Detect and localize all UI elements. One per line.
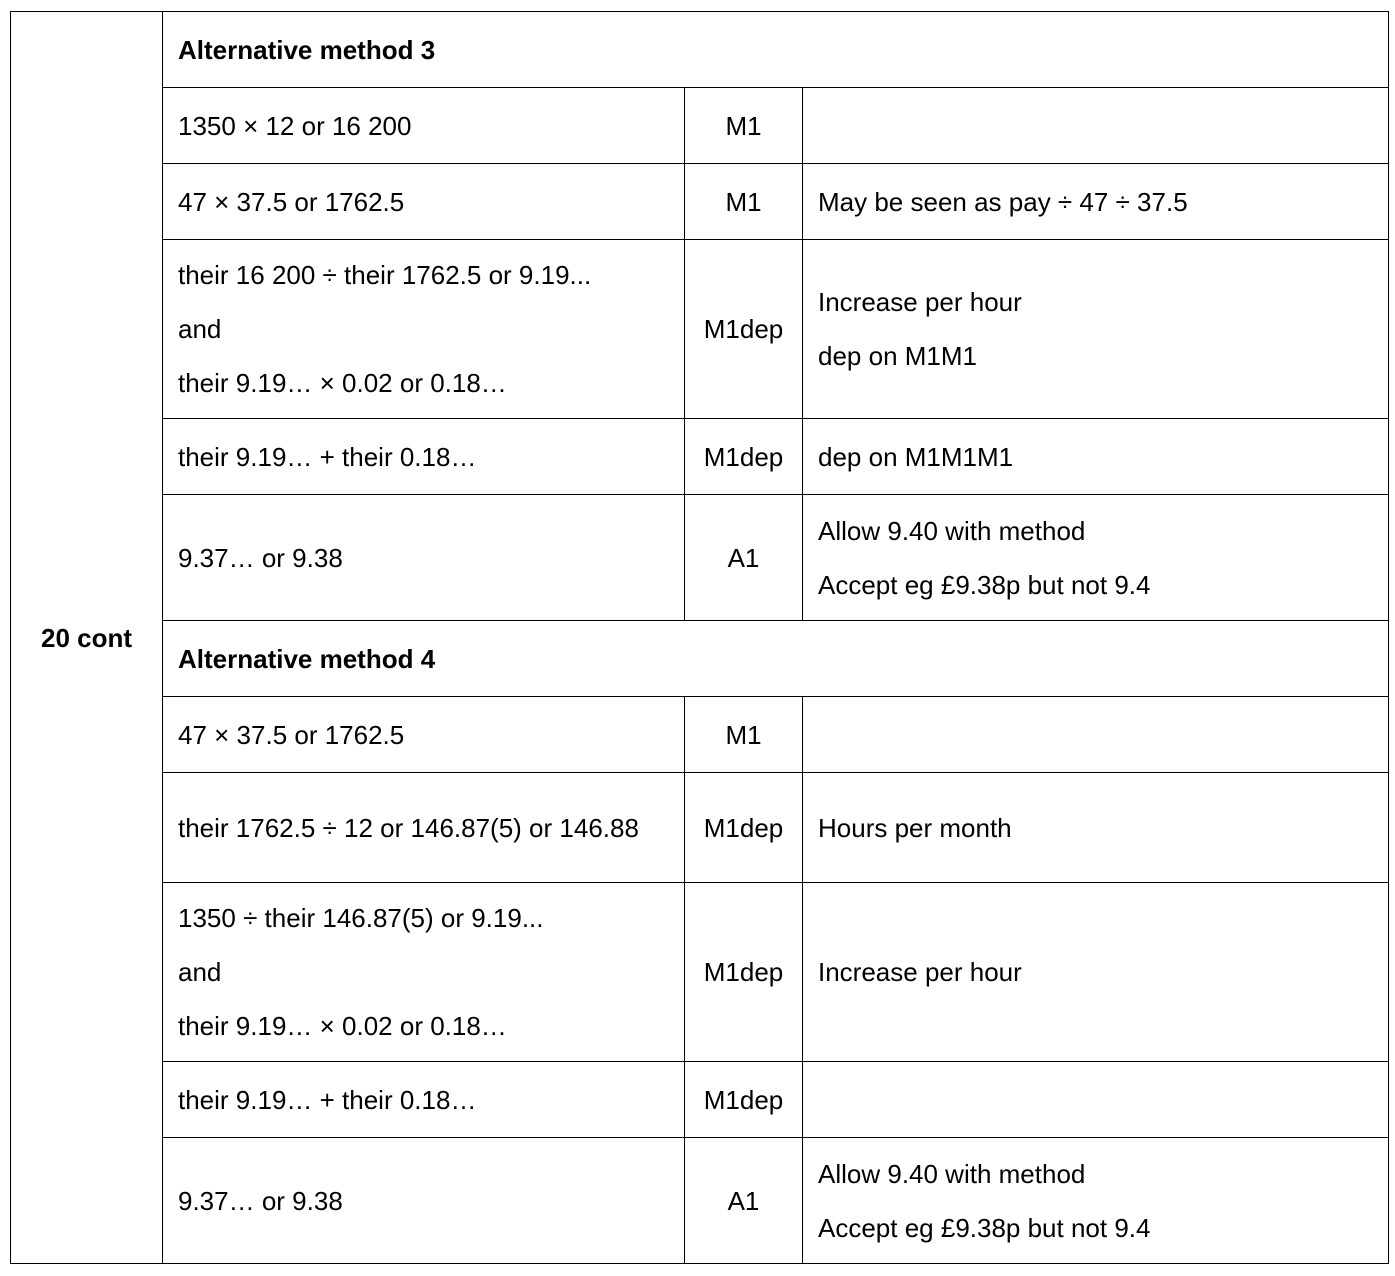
- working-text: their 9.19… × 0.02 or 0.18…: [178, 368, 507, 398]
- mark-cell: M1dep: [685, 773, 803, 883]
- working-text: 47 × 37.5 or 1762.5: [178, 719, 405, 750]
- comment-cell: [803, 883, 1389, 1062]
- comment-cell: [803, 1138, 1389, 1264]
- table-row: [11, 773, 1389, 883]
- working-cell: [163, 1138, 685, 1264]
- comment-cell: [803, 240, 1389, 419]
- comment-text: Allow 9.40 with method: [818, 515, 1086, 546]
- comment-text: Increase per hour: [818, 957, 1022, 987]
- comment-text: May be seen as pay ÷ 47 ÷ 37.5: [818, 186, 1188, 217]
- mark-cell: M1dep: [685, 883, 803, 1062]
- comment-cell: [803, 1062, 1389, 1138]
- mark-cell: M1: [685, 164, 803, 240]
- table-row: [11, 240, 1389, 419]
- method-title: Alternative method 4: [163, 621, 1389, 697]
- table-row: [11, 164, 1389, 240]
- mark-scheme-table: [10, 11, 1389, 1264]
- table-row: [11, 419, 1389, 495]
- working-text: 47 × 37.5 or 1762.5: [178, 186, 405, 217]
- comment-text: Accept eg £9.38p but not 9.4: [818, 1212, 1151, 1243]
- table-row: [11, 88, 1389, 164]
- table-row: [11, 883, 1389, 1062]
- table-row: [11, 495, 1389, 621]
- comment-cell: [803, 419, 1389, 495]
- working-cell: [163, 773, 685, 883]
- working-cell: [163, 164, 685, 240]
- comment-cell: [803, 773, 1389, 883]
- working-text: their 9.19… + their 0.18…: [178, 441, 477, 472]
- working-text: and: [178, 957, 222, 987]
- mark-cell: M1: [685, 88, 803, 164]
- mark-cell: A1: [685, 495, 803, 621]
- working-text: their 1762.5 ÷ 12 or 146.87(5) or 146.88: [178, 812, 639, 843]
- working-text: their 9.19… + their 0.18…: [178, 1084, 477, 1115]
- working-cell: [163, 883, 685, 1062]
- method-header-row: [11, 12, 1389, 88]
- question-number: 20 cont: [11, 12, 163, 1264]
- mark-cell: A1: [685, 1138, 803, 1264]
- table-row: [11, 697, 1389, 773]
- working-cell: [163, 495, 685, 621]
- method-header-row: [11, 621, 1389, 697]
- working-text: 1350 ÷ their 146.87(5) or 9.19...: [178, 903, 544, 933]
- mark-cell: M1dep: [685, 1062, 803, 1138]
- comment-cell: [803, 697, 1389, 773]
- comment-text: Increase per hour: [818, 287, 1022, 317]
- working-cell: [163, 419, 685, 495]
- working-text: their 9.19… × 0.02 or 0.18…: [178, 1011, 507, 1041]
- working-cell: [163, 697, 685, 773]
- working-cell: [163, 88, 685, 164]
- table-row: [11, 1062, 1389, 1138]
- working-text: 9.37… or 9.38: [178, 542, 343, 573]
- working-cell: [163, 240, 685, 419]
- method-title: Alternative method 3: [163, 12, 1389, 88]
- comment-cell: [803, 88, 1389, 164]
- working-text: 1350 × 12 or 16 200: [178, 110, 412, 141]
- comment-text: dep on M1M1: [818, 341, 977, 371]
- working-text: and: [178, 314, 222, 344]
- comment-cell: [803, 495, 1389, 621]
- working-text: their 16 200 ÷ their 1762.5 or 9.19...: [178, 260, 592, 290]
- comment-cell: [803, 164, 1389, 240]
- mark-cell: M1dep: [685, 419, 803, 495]
- table-row: [11, 1138, 1389, 1264]
- comment-text: Accept eg £9.38p but not 9.4: [818, 569, 1151, 600]
- mark-cell: M1: [685, 697, 803, 773]
- mark-cell: M1dep: [685, 240, 803, 419]
- working-cell: [163, 1062, 685, 1138]
- comment-text: dep on M1M1M1: [818, 441, 1014, 472]
- working-text: 9.37… or 9.38: [178, 1185, 343, 1216]
- comment-text: Hours per month: [818, 812, 1012, 843]
- comment-text: Allow 9.40 with method: [818, 1158, 1086, 1189]
